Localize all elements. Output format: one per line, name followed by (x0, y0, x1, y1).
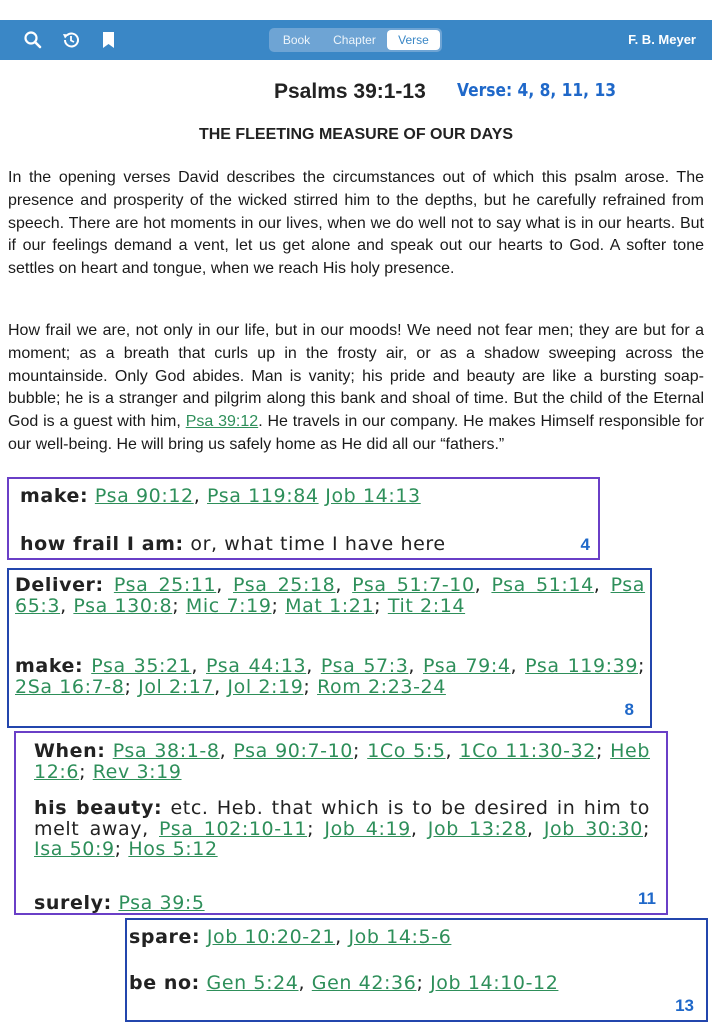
scripture-link[interactable]: Job 14:10-12 (430, 972, 559, 994)
bookmark-icon[interactable] (98, 29, 120, 51)
view-mode-segmented-control (269, 28, 442, 52)
note-label: Deliver: (15, 574, 104, 596)
passage-reference: Psalms 39:1-13 (274, 80, 426, 103)
note-entry (34, 893, 434, 914)
scripture-link[interactable]: Jol 2:19 (227, 675, 304, 698)
scripture-link[interactable]: 1Co 5:5 (367, 740, 446, 762)
scripture-link[interactable]: Mat 1:21 (285, 594, 375, 617)
scripture-link[interactable]: Psa 65:3 (15, 574, 646, 617)
scripture-link[interactable]: Job 14:13 (325, 485, 421, 507)
scripture-link[interactable]: Jol 2:17 (138, 675, 215, 698)
scripture-link[interactable]: Job 10:20-21 (206, 926, 336, 948)
scripture-link[interactable]: Mic 7:19 (185, 594, 272, 617)
cross-reference-box-verse-4 (7, 477, 600, 560)
note-label: be no: (129, 972, 200, 994)
cross-reference-box-verse-8 (7, 568, 652, 728)
paragraph-text: How frail we are, not only in our life, but in our moods! We need not fear men; they are but for a moment; as a breath that curls up in the frosty air, or as a shadow sweeping across the mountainside. Only God abides. Man is vanity; his pride and beauty are like a bursting soap-bubble; he is a stranger and pilgrim along this bank and shoal of time. But the child of the Eternal God is a guest with him, (8, 322, 704, 431)
cross-reference-box-verse-11 (14, 731, 668, 915)
verse-links[interactable]: Verse: 4, 8, 11, 13 (457, 80, 617, 101)
scripture-link[interactable]: Tit 2:14 (387, 594, 466, 617)
verse-number-badge: 8 (624, 700, 634, 719)
ref-list: Gen 5:24, Gen 42:36; Job 14:10-12 (206, 972, 559, 994)
scripture-link[interactable]: Psa 25:18 (233, 574, 336, 596)
note-label: spare: (129, 926, 201, 948)
ref-list: Psa 90:12, Psa 119:84 Job 14:13 (94, 485, 421, 507)
tab-chapter[interactable]: Chapter (333, 33, 376, 47)
scripture-link[interactable]: Psa 51:14 (491, 574, 594, 596)
cross-reference-box-verse-13 (125, 918, 708, 1022)
scripture-link[interactable]: Psa 39:12 (185, 413, 259, 431)
note-text: etc. Heb. that which is to be desired in him to melt away, (34, 797, 651, 840)
note-entry (34, 798, 650, 860)
scripture-link[interactable]: Hos 5:12 (128, 838, 218, 860)
scripture-link[interactable]: 2Sa 16:7-8 (15, 675, 125, 698)
verse-number-badge: 13 (675, 996, 694, 1015)
scripture-link[interactable]: Gen 5:24 (206, 972, 299, 994)
scripture-link[interactable]: Job 14:5-6 (348, 926, 452, 948)
note-label: how frail I am: (20, 533, 184, 555)
paragraph-text: . He travels in our company. He makes Himself responsible for our well-being. He will bring us safely home as He did all our “fathers.” (8, 413, 704, 453)
verse-number-badge: 11 (638, 889, 656, 908)
note-entry (20, 534, 580, 555)
note-entry (129, 927, 699, 948)
scripture-link[interactable]: Psa 90:12 (94, 485, 194, 507)
tab-book[interactable]: Book (282, 33, 311, 47)
scripture-link[interactable]: Rev 3:19 (92, 760, 182, 783)
note-entry (15, 656, 645, 697)
scripture-link[interactable]: 1Co 11:30-32 (459, 740, 596, 762)
note-label: make: (20, 485, 89, 507)
scripture-link[interactable]: Psa 102:10-11 (159, 817, 308, 840)
commentary-paragraph-2 (8, 320, 704, 457)
note-entry (15, 575, 645, 616)
scripture-link[interactable]: Job 30:30 (543, 817, 643, 840)
note-entry (129, 973, 705, 994)
status-strip (0, 0, 712, 20)
ref-list (118, 892, 204, 914)
ref-list: Psa 35:21, Psa 44:13, Psa 57:3, Psa 79:4, Psa 119:39; 2Sa 16:7-8; Jol 2:17, Jol 2:19; Rom 2:23-24 (15, 655, 646, 698)
scripture-link[interactable]: Psa 44:13 (206, 655, 307, 677)
author-button[interactable]: F. B. Meyer (628, 32, 696, 47)
search-icon[interactable] (22, 29, 44, 51)
ref-list: Psa 25:11, Psa 25:18, Psa 51:7-10, Psa 51:14, Psa 65:3, Psa 130:8; Mic 7:19; Mat 1:21; Tit 2:14 (15, 574, 646, 617)
scripture-link[interactable]: Psa 119:39 (525, 655, 639, 677)
verse-number-badge: 4 (580, 535, 590, 554)
note-entry (34, 741, 650, 782)
scripture-link[interactable]: Psa 90:7-10 (233, 740, 353, 762)
ref-list: Job 10:20-21, Job 14:5-6 (206, 926, 452, 948)
scripture-link[interactable]: Job 4:19 (324, 817, 411, 840)
scripture-link[interactable]: Job 13:28 (427, 817, 527, 840)
scripture-link[interactable]: Psa 57:3 (320, 655, 409, 677)
note-label: When: (34, 740, 106, 762)
tab-verse[interactable]: Verse (387, 30, 440, 50)
scripture-link[interactable]: Psa 38:1-8 (112, 740, 220, 762)
history-icon[interactable] (60, 29, 82, 51)
scripture-link[interactable]: Isa 50:9 (34, 838, 115, 860)
scripture-link[interactable]: Psa 79:4 (423, 655, 511, 677)
scripture-link[interactable]: Heb 12:6 (34, 740, 650, 783)
scripture-link[interactable]: Psa 130:8 (73, 594, 173, 617)
ref-list: Psa 38:1-8, Psa 90:7-10; 1Co 5:5, 1Co 11:30-32; Heb 12:6; Rev 3:19 (34, 740, 650, 783)
section-title: THE FLEETING MEASURE OF OUR DAYS (198, 126, 514, 143)
note-label: make: (15, 655, 84, 677)
note-label: his beauty: (34, 797, 163, 819)
commentary-paragraph-1: In the opening verses David describes the circumstances out of which this psalm arose. The presence and prosperity of the wicked stirred him to the depths, but he carefully refrained from speech. There are hot moments in our lives, when we do well not to say what is in our hearts. But if our feelings demand a vent, let us get alone and speak out our hearts to God. A softer tone settles on heart and tongue, when we reach His holy presence. (8, 169, 704, 278)
scripture-link[interactable]: Psa 119:84 (207, 485, 319, 507)
scripture-link[interactable]: Psa 25:11 (113, 574, 217, 596)
scripture-link[interactable]: Psa 35:21 (91, 655, 192, 677)
scripture-link[interactable]: Rom 2:23-24 (317, 675, 446, 698)
note-label: surely: (34, 892, 112, 914)
scripture-link[interactable]: Psa 39:5 (118, 892, 205, 914)
scripture-link[interactable]: Gen 42:36 (311, 972, 417, 994)
scripture-link[interactable]: Psa 51:7-10 (352, 574, 475, 596)
note-entry (20, 486, 595, 507)
note-text: or, what time I have here (183, 533, 446, 555)
ref-list: Psa 102:10-11; Job 4:19, Job 13:28, Job 30:30; Isa 50:9; Hos 5:12 (34, 817, 650, 860)
top-toolbar (0, 20, 712, 60)
